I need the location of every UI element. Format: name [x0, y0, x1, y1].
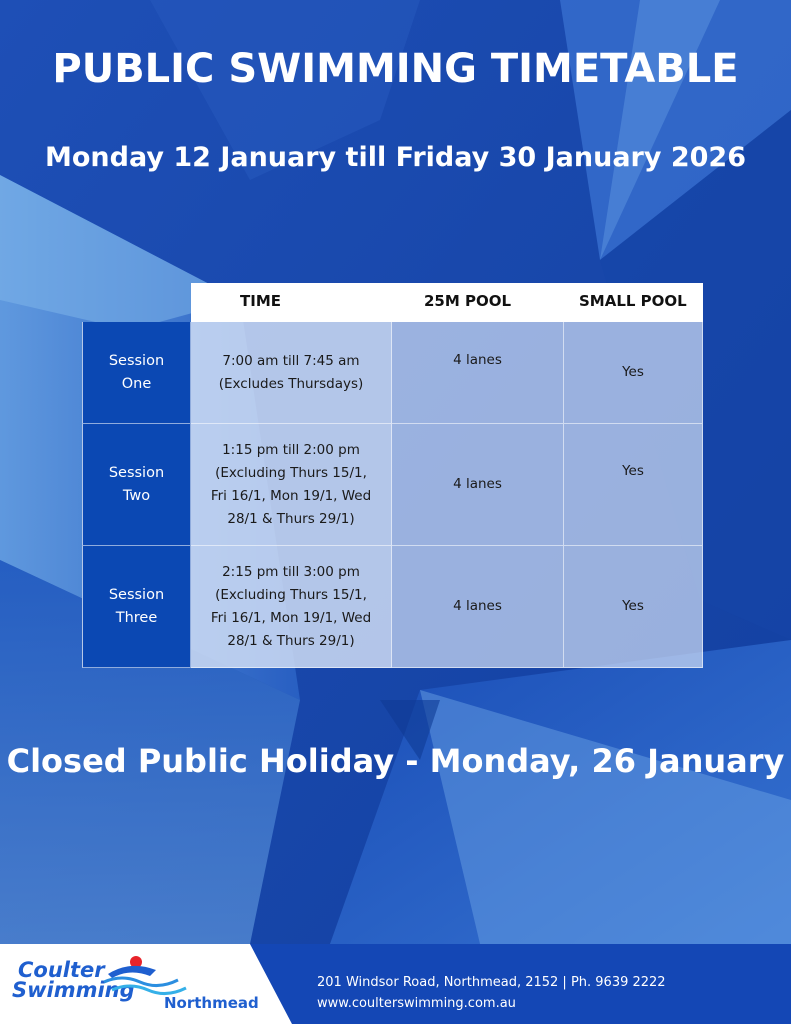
small-pool-availability: Yes	[564, 546, 703, 668]
session-label	[82, 424, 191, 546]
time-line: 28/1 & Thurs 29/1)	[227, 632, 355, 649]
session-time	[191, 424, 392, 546]
session-label-line: One	[121, 375, 152, 392]
pool-lanes: 4 lanes	[392, 322, 564, 424]
table-row	[82, 546, 703, 668]
time-line: 28/1 & Thurs 29/1)	[227, 510, 355, 527]
logo-word-swimming: Swimming	[12, 978, 135, 1002]
logo-location: Northmead	[164, 994, 259, 1012]
small-pool-availability: Yes	[564, 424, 703, 546]
session-time	[191, 546, 392, 668]
logo-word-coulter: Coulter	[18, 958, 105, 982]
pool-lanes: 4 lanes	[392, 546, 564, 668]
pool-lanes: 4 lanes	[392, 424, 564, 546]
footer-address: 201 Windsor Road, Northmead, 2152 | Ph. 9639 2222	[317, 975, 666, 990]
time-line: Fri 16/1, Mon 19/1, Wed	[210, 487, 372, 504]
table-row	[82, 322, 703, 424]
table-row	[82, 424, 703, 546]
time-line: 7:00 am till 7:45 am	[222, 352, 360, 369]
time-line: Fri 16/1, Mon 19/1, Wed	[210, 609, 372, 626]
session-label-line: Session	[108, 586, 165, 603]
small-pool-availability: Yes	[564, 322, 703, 424]
page-title: PUBLIC SWIMMING TIMETABLE	[52, 46, 739, 92]
time-line: (Excludes Thursdays)	[218, 375, 364, 392]
session-label-line: Two	[122, 487, 151, 504]
session-label	[82, 322, 191, 424]
header-25m-pool: 25M POOL	[424, 292, 512, 310]
header-time: TIME	[240, 292, 281, 310]
session-label-line: Three	[115, 609, 158, 626]
session-label	[82, 546, 191, 668]
time-line: 1:15 pm till 2:00 pm	[222, 441, 360, 458]
swimmer-icon	[100, 952, 190, 1000]
header-small-pool: SMALL POOL	[579, 292, 687, 310]
table-header	[191, 283, 703, 322]
session-time	[191, 322, 392, 424]
session-label-line: Session	[108, 352, 165, 369]
time-line: (Excluding Thurs 15/1,	[215, 586, 367, 603]
closed-notice: Closed Public Holiday - Monday, 26 January	[6, 742, 785, 780]
date-range: Monday 12 January till Friday 30 January 2026	[44, 142, 746, 173]
footer-website-link[interactable]: www.coulterswimming.com.au	[317, 996, 516, 1011]
session-label-line: Session	[108, 464, 165, 481]
timetable	[82, 283, 703, 668]
time-line: 2:15 pm till 3:00 pm	[222, 563, 360, 580]
time-line: (Excluding Thurs 15/1,	[215, 464, 367, 481]
